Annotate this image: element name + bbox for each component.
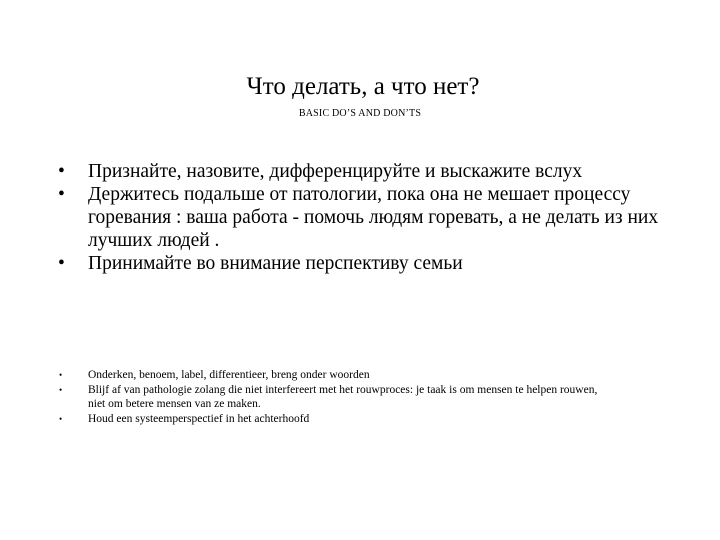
dutch-bullet-text: Houd een systeemperspectief in het achterhoofd xyxy=(88,412,310,425)
main-bullet-list xyxy=(58,160,678,275)
main-bullet-item xyxy=(58,252,678,275)
main-bullet-item xyxy=(58,160,678,183)
main-bullet-text: Принимайте во внимание перспективу семьи xyxy=(88,253,463,274)
dutch-bullet-text: Onderken, benoem, label, differentieer, breng onder woorden xyxy=(88,369,370,381)
bullet-icon: • xyxy=(58,184,65,205)
slide-title xyxy=(0,72,720,102)
bullet-icon: • xyxy=(59,370,63,380)
bullet-icon: • xyxy=(59,384,63,395)
dutch-bullet-list xyxy=(58,368,678,426)
main-bullet-text: Держитесь подальше от патологии, пока она не мешает процессу горевания : ваша работа - помочь людям горевать, а не делать из них лучших людей . xyxy=(88,184,659,251)
bullet-icon: • xyxy=(59,413,63,424)
main-bullet-text: Признайте, назовите, дифференцируйте и выскажите вслух xyxy=(88,161,583,182)
dutch-bullet-item xyxy=(58,368,678,383)
slide-subtitle-text: BASIC DO’S AND DON’TS xyxy=(298,108,422,119)
bullet-icon: • xyxy=(58,253,65,274)
dutch-bullet-item xyxy=(58,383,678,412)
dutch-bullet-continuation: niet om betere mensen van ze maken. xyxy=(88,398,261,410)
dutch-bullet-text: Blijf af van pathologie zolang die niet interfereert met het rouwproces: je taak is om mensen te helpen rouwen, xyxy=(88,383,598,396)
dutch-bullet-item xyxy=(58,412,678,427)
main-bullet-item xyxy=(58,183,678,252)
slide-subtitle xyxy=(0,108,720,120)
bullet-icon: • xyxy=(58,161,65,182)
slide-title-text: Что делать, а что нет? xyxy=(246,73,480,100)
